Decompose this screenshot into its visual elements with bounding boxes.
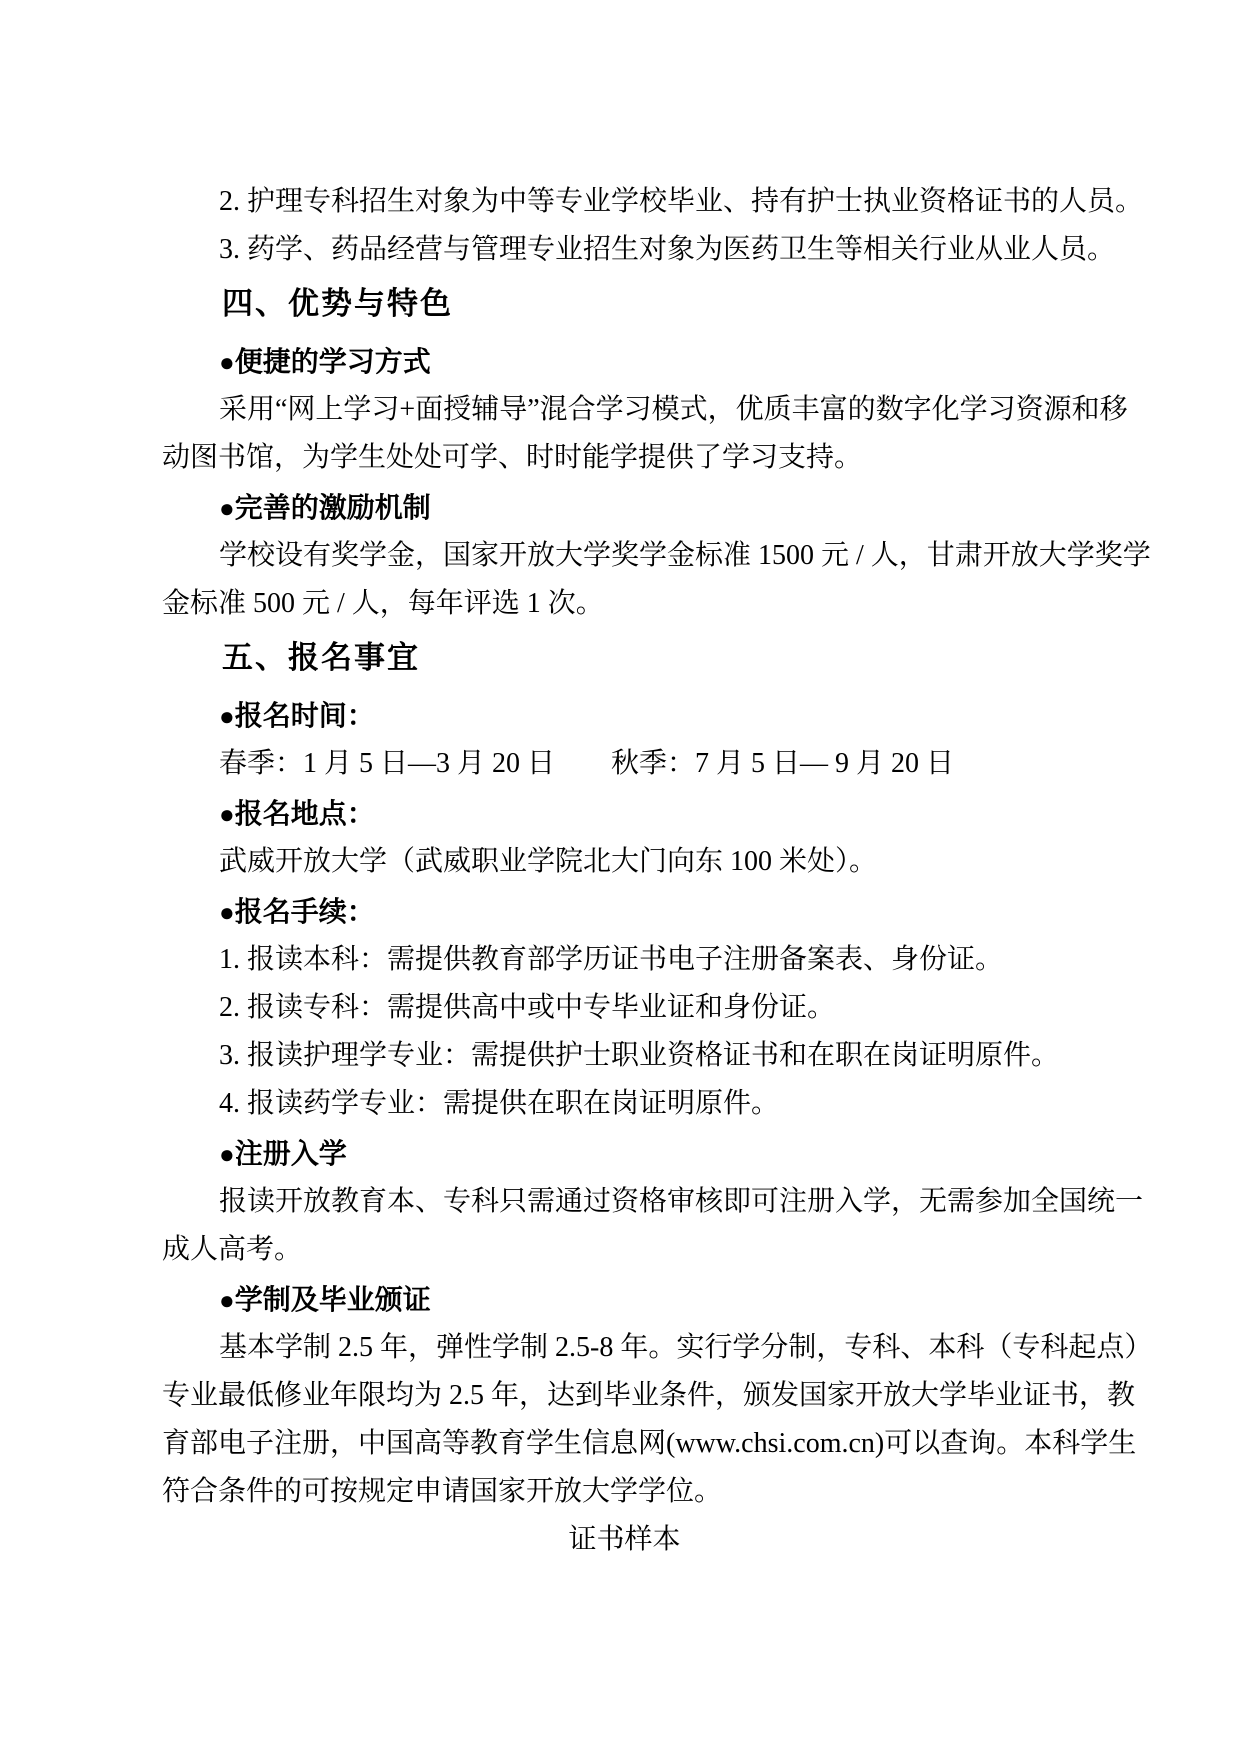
bullet-icon: ● [219,1285,235,1315]
paragraph-line: 基本学制 2.5 年，弹性学制 2.5-8 年。实行学分制，专科、本科（专科起点） [219,1332,1153,1363]
bullet-icon: ● [219,897,235,927]
bullet-heading-label: 报名地点： [234,798,375,829]
bullet-heading-label: 报名手续： [234,896,375,927]
bullet-heading-label: 报名时间： [234,700,375,731]
paragraph-line: 动图书馆，为学生处处可学、时时能学提供了学习支持。 [162,442,863,473]
bullet-heading [162,888,1087,936]
paragraph-line: 武威开放大学（武威职业学院北大门向东 100 米处）。 [219,846,878,877]
bullet-heading [162,692,1087,740]
paragraph-line: 采用“网上学习+面授辅导”混合学习模式，优质丰富的数字化学习资源和移 [219,394,1128,425]
bullet-heading-label: 完善的激励机制 [234,492,431,523]
section-heading: 五、报名事宜 [222,640,420,675]
paragraph-line: 2. 报读专科：需提供高中或中专毕业证和身份证。 [219,992,836,1023]
bullet-icon: ● [219,1139,235,1169]
paragraph-line: 3. 报读护理学专业：需提供护士职业资格证书和在职在岗证明原件。 [219,1040,1060,1071]
document-content [162,178,1153,1564]
bullet-icon: ● [219,493,235,523]
bullet-icon: ● [219,347,235,377]
paragraph-line: 1. 报读本科：需提供教育部学历证书电子注册备案表、身份证。 [219,944,1004,975]
paragraph-line: 金标准 500 元 / 人，每年评选 1 次。 [162,588,604,619]
bullet-heading [162,790,1087,838]
paragraph-line: 3. 药学、药品经营与管理专业招生对象为医药卫生等相关行业从业人员。 [219,234,1116,265]
bullet-heading [162,1276,1087,1324]
paragraph-line: 符合条件的可按规定申请国家开放大学学位。 [162,1476,723,1507]
bullet-icon: ● [219,799,235,829]
paragraph-line: 专业最低修业年限均为 2.5 年，达到毕业条件，颁发国家开放大学毕业证书，教 [162,1380,1136,1411]
paragraph-line: 4. 报读药学专业：需提供在职在岗证明原件。 [219,1088,780,1119]
bullet-heading [162,1130,1087,1178]
section-heading: 四、优势与特色 [222,286,453,321]
bullet-heading-label: 便捷的学习方式 [234,346,431,377]
paragraph-line: 报读开放教育本、专科只需通过资格审核即可注册入学，无需参加全国统一 [219,1186,1144,1217]
paragraph-line: 成人高考。 [162,1234,303,1265]
bullet-heading [162,338,1087,386]
paragraph-line: 育部电子注册，中国高等教育学生信息网(www.chsi.com.cn)可以查询。本科学生 [162,1428,1137,1459]
paragraph-line: 2. 护理专科招生对象为中等专业学校毕业、持有护士执业资格证书的人员。 [219,186,1144,217]
bullet-heading-label: 注册入学 [234,1138,347,1169]
caption-certificate-sample: 证书样本 [568,1524,681,1555]
bullet-heading [162,484,1087,532]
paragraph-line: 学校设有奖学金，国家开放大学奖学金标准 1500 元 / 人，甘肃开放大学奖学 [219,540,1151,571]
bullet-heading-label: 学制及毕业颁证 [234,1284,431,1315]
paragraph-line: 春季：1 月 5 日—3 月 20 日 秋季：7 月 5 日— 9 月 20 日 [219,748,955,779]
bullet-icon: ● [219,701,235,731]
